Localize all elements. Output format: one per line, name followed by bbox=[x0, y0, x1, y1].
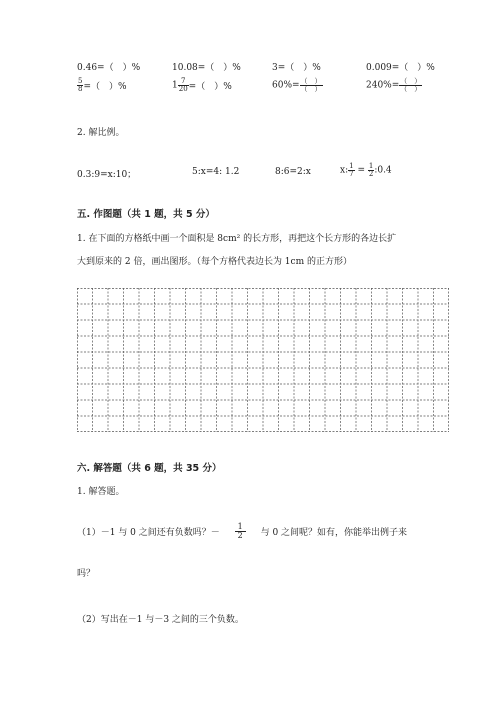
fraction-denominator: 2 bbox=[368, 170, 374, 178]
sub-question-1 bbox=[77, 523, 407, 540]
conversion-60-percent bbox=[272, 78, 323, 93]
conversion-3: 3=（ ）% bbox=[272, 63, 321, 73]
fraction-numerator: 7 bbox=[178, 78, 189, 86]
proportion-eq-1: 0.3:9=x:10； bbox=[77, 170, 137, 180]
conversion-5-8 bbox=[77, 78, 127, 93]
fraction-numerator: （ ） bbox=[400, 77, 422, 85]
percent-value: 240%= bbox=[366, 80, 400, 91]
proportion-eq-3: 8:6=2:x bbox=[275, 167, 311, 177]
fraction-denominator: 7 bbox=[349, 170, 354, 178]
fraction-numerator: 5 bbox=[78, 77, 83, 85]
fraction-numerator: 1 bbox=[368, 162, 374, 170]
conversion-blank: =（ ）% bbox=[83, 82, 127, 92]
section-5-heading: 五. 作图题（共 1 题，共 5 分） bbox=[77, 209, 215, 220]
section-5-question-line-2: 大到原来的 2 倍，画出图形。（每个方格代表边长为 1cm 的正方形） bbox=[77, 257, 352, 267]
conversion-1-7-20 bbox=[172, 78, 232, 93]
fraction-denominator: 20 bbox=[178, 85, 188, 93]
question-2-title: 2. 解比例。 bbox=[77, 128, 125, 138]
conversion-0-009: 0.009=（ ）% bbox=[366, 63, 435, 73]
fraction-denominator: 2 bbox=[237, 531, 243, 540]
sub-question-2: （2）写出在－1 与－3 之间的三个负数。 bbox=[77, 615, 244, 625]
sub-question-1-text-a: （1）－1 与 0 之间还有负数吗？－ bbox=[77, 528, 220, 538]
conversion-10-08: 10.08=（ ）% bbox=[172, 63, 241, 73]
percent-value: 60%= bbox=[272, 80, 300, 91]
proportion-eq-2: 5:x=4: 1.2 bbox=[192, 167, 240, 177]
eq-part: x: bbox=[340, 165, 349, 176]
fraction-1-2 bbox=[235, 523, 246, 540]
sub-question-1-text-b: 与 0 之间呢？如有，你能举出例子来 bbox=[260, 528, 408, 538]
eq-part: :0.4 bbox=[374, 165, 392, 176]
sub-question-1-continuation: 吗？ bbox=[77, 569, 96, 579]
fraction-numerator: 1 bbox=[349, 162, 354, 170]
fraction-denominator: （ ） bbox=[300, 85, 322, 93]
conversion-0-46: 0.46=（ ）% bbox=[77, 63, 141, 73]
fraction-denominator: 8 bbox=[78, 85, 83, 93]
section-6-heading: 六. 解答题（共 6 题，共 35 分） bbox=[77, 463, 222, 474]
blank-fraction bbox=[399, 78, 422, 93]
conversion-240-percent bbox=[366, 78, 422, 93]
fraction-denominator: （ ） bbox=[400, 85, 422, 93]
fraction-numerator: （ ） bbox=[300, 77, 322, 85]
mixed-whole: 1 bbox=[172, 80, 178, 91]
eq-part: = bbox=[354, 165, 368, 176]
fraction-7-20 bbox=[178, 78, 189, 93]
section-5-question-line-1: 1. 在下面的方格纸中画一个面积是 8cm² 的长方形，再把这个长方形的各边长扩 bbox=[77, 234, 397, 244]
conversion-blank: =（ ）% bbox=[188, 82, 232, 92]
section-6-question-1: 1. 解答题。 bbox=[77, 487, 125, 497]
proportion-eq-4 bbox=[340, 163, 392, 178]
square-grid bbox=[77, 288, 449, 432]
blank-fraction bbox=[300, 78, 323, 93]
fraction-numerator: 1 bbox=[235, 523, 246, 532]
